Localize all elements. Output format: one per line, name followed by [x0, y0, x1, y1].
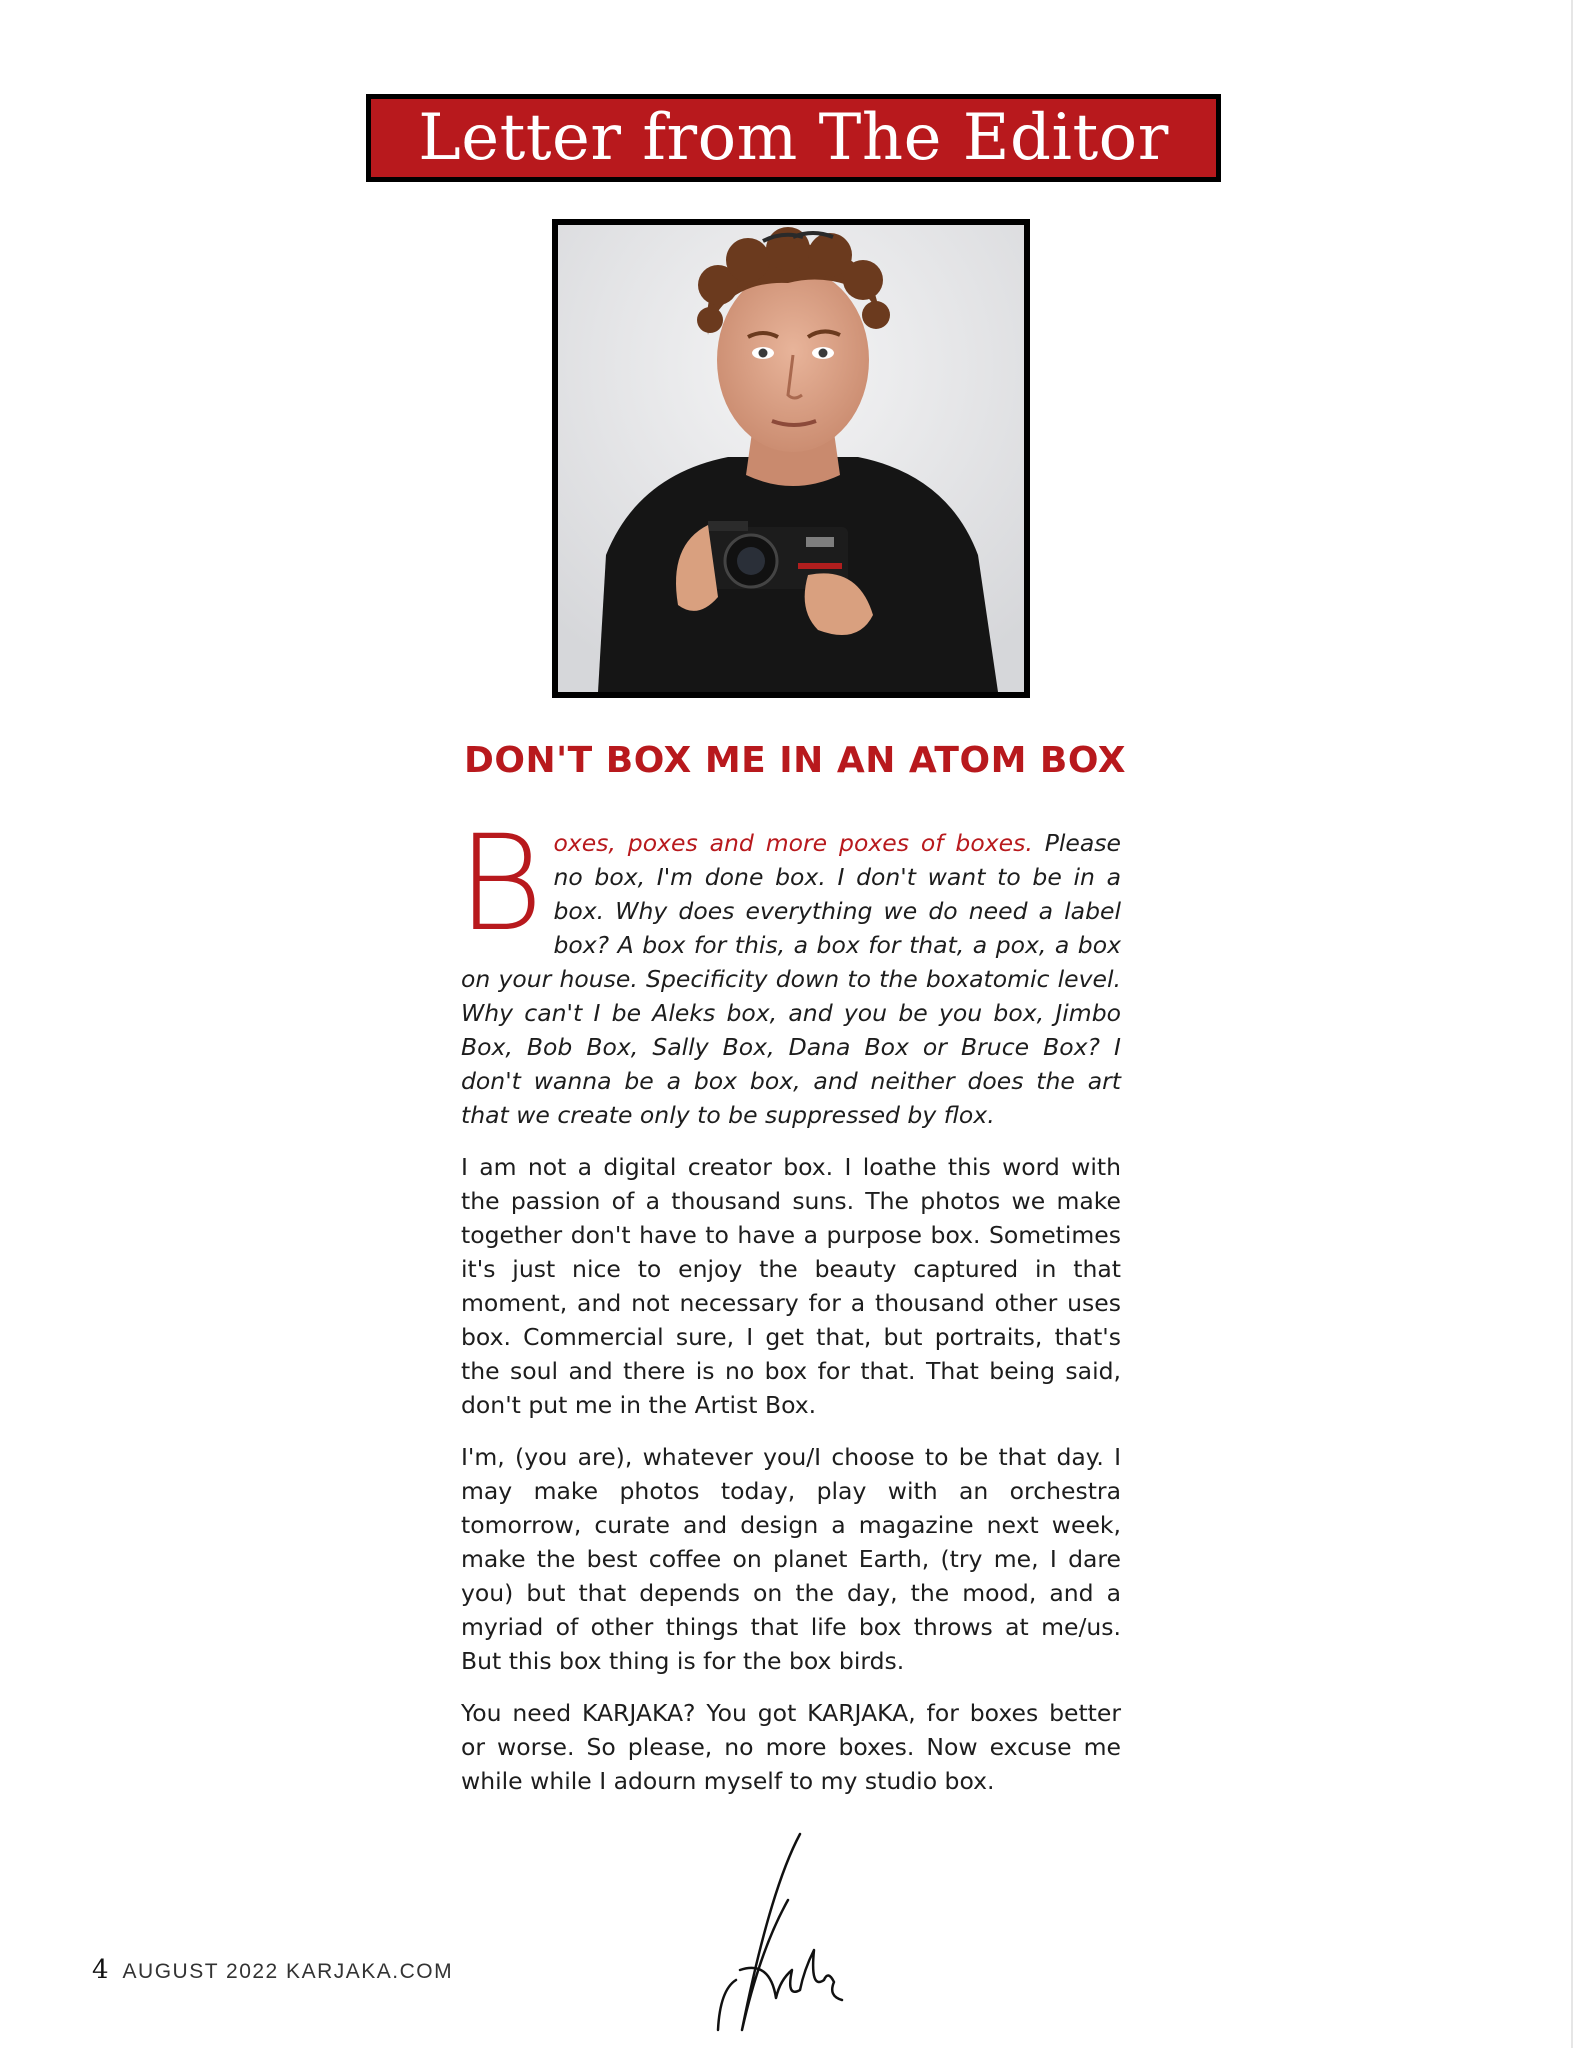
- paragraph-1: [457, 807, 1121, 1132]
- article-headline: DON'T BOX ME IN AN ATOM BOX: [464, 740, 1126, 781]
- editor-portrait-frame: [552, 219, 1030, 698]
- page-edge-divider: [1571, 0, 1573, 2048]
- editor-signature: [700, 1830, 860, 2040]
- page-footer: [92, 1955, 453, 1985]
- drop-cap: B: [457, 807, 544, 961]
- page-number: 4: [92, 1955, 109, 1985]
- title-banner: [366, 94, 1221, 182]
- paragraph-1-text: Please no box, I'm done box. I don't want to be in a box. Why does everything we do need a label box? A box for this, a box for that, a pox, a box on your house. Specificity down to the boxatomic level. Why can't I be Aleks box, and you be you box, Jimbo Box, Bob Box, Sally Box, Dana Box or Bruce Box? I don't wanna be a box box, and neither does the art that we create only to be suppressed by flox.: [461, 829, 1121, 1129]
- editor-portrait-photo: [558, 225, 1024, 692]
- paragraph-3: I'm, (you are), whatever you/I choose to be that day. I may make photos today, play with an orchestra tomorrow, curate and design a magazine next week, make the best coffee on planet Earth, (try me, I dare you) but that depends on the day, the mood, and a myriad of other things that life box throws at me/us. But this box thing is for the box birds.: [461, 1443, 1121, 1675]
- issue-info: AUGUST 2022 KARJAKA.COM: [122, 1960, 454, 1983]
- paragraph-4: You need KARJAKA? You got KARJAKA, for boxes better or worse. So please, no more boxes. Now excuse me while while I adourn myself to my studio box.: [461, 1699, 1121, 1795]
- lead-in-text: oxes, poxes and more poxes of boxes.: [553, 829, 1033, 857]
- article-body: [457, 807, 1121, 1816]
- paragraph-2: I am not a digital creator box. I loathe this word with the passion of a thousand suns. The photos we make together don't have to have a purpose box. Sometimes it's just nice to enjoy the beauty captured in that moment, and not necessary for a thousand other uses box. Commercial sure, I get that, but portraits, that's the soul and there is no box for that. That being said, don't put me in the Artist Box.: [461, 1153, 1121, 1419]
- title-banner-fill: [371, 99, 1216, 177]
- page-title: Letter from The Editor: [418, 101, 1169, 175]
